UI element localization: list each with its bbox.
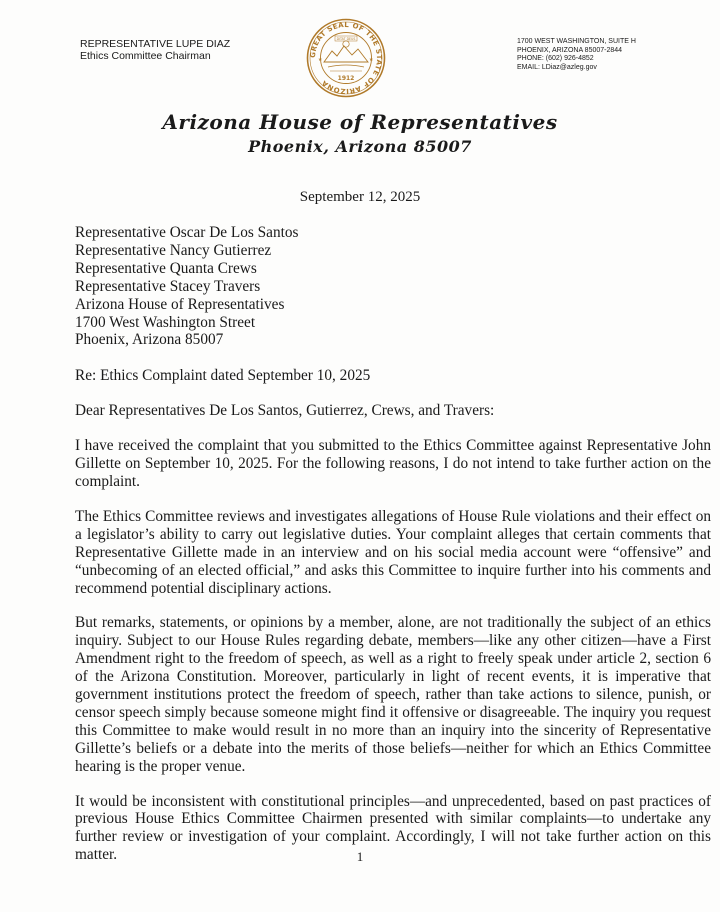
contact-email: EMAIL: LDiaz@azleg.gov bbox=[517, 63, 597, 71]
svg-text:★: ★ bbox=[369, 58, 374, 63]
salutation: Dear Representatives De Los Santos, Gutierrez, Crews, and Travers: bbox=[75, 402, 495, 420]
contact-city: PHOENIX, ARIZONA 85007-2844 bbox=[517, 46, 623, 54]
letter-date: September 12, 2025 bbox=[299, 189, 421, 205]
sender-title: Ethics Committee Chairman bbox=[80, 50, 211, 62]
seal-motto: DITAT DEUS bbox=[336, 37, 356, 41]
body-paragraph: It would be inconsistent with constitutional principles—and unprecedented, based on past practices of previous House Ethics Committee Chairmen presented with similar complaints—to undertake any further review or investigation of your complaint. Accordingly, I will not take further action on this matter. bbox=[75, 792, 711, 864]
body-paragraph: I have received the complaint that you submitted to the Ethics Committee against Representative John Gillette on September 10, 2025. For the following reasons, I do not intend to take further action on the complaint. bbox=[75, 437, 711, 490]
recipient-line: Representative Quanta Crews bbox=[75, 259, 257, 277]
body-paragraph: The Ethics Committee reviews and investigates allegations of House Rule violations and their effect on a legislator’s ability to carry out legislative duties. Your complaint alleges that certain comments that Representative Gillette made in an interview and on his social media account were “offensive” and “unbecoming of an elected official,” and asks this Committee to inquire further into his comments and recommend potential disciplinary actions. bbox=[75, 507, 711, 597]
recipient-line: 1700 West Washington Street bbox=[75, 313, 256, 331]
recipient-line: Representative Stacey Travers bbox=[75, 277, 261, 295]
state-seal-logo bbox=[306, 18, 386, 98]
letterhead-title: Arizona House of Representatives bbox=[162, 110, 558, 134]
seal-year: 1912 bbox=[337, 75, 355, 82]
recipient-address bbox=[75, 224, 711, 349]
recipient-line: Phoenix, Arizona 85007 bbox=[75, 331, 224, 349]
contact-phone: PHONE: (602) 926-4852 bbox=[517, 55, 594, 63]
sender-block bbox=[80, 38, 230, 62]
svg-text:★: ★ bbox=[318, 58, 323, 63]
subject-line: Re: Ethics Complaint dated September 10, 2025 bbox=[75, 367, 371, 385]
letter-body bbox=[75, 224, 711, 864]
recipient-line: Representative Oscar De Los Santos bbox=[75, 224, 299, 241]
seal-ring-text: GREAT SEAL OF THE STATE OF ARIZONA bbox=[308, 20, 384, 96]
page-number: 1 bbox=[356, 849, 364, 864]
sender-name: REPRESENTATIVE LUPE DIAZ bbox=[80, 38, 231, 50]
recipient-line: Representative Nancy Gutierrez bbox=[75, 241, 272, 259]
contact-street: 1700 WEST WASHINGTON, SUITE H bbox=[517, 38, 636, 45]
contact-block bbox=[517, 38, 636, 72]
recipient-line: Arizona House of Representatives bbox=[75, 295, 285, 313]
letterhead-subtitle: Phoenix, Arizona 85007 bbox=[248, 137, 472, 156]
body-paragraph: But remarks, statements, or opinions by a member, alone, are not traditionally the subject of an ethics inquiry. Subject to our House Rules regarding debate, members—like any other citizen—have a First Amendment right to the freedom of speech, as well as a right to freely speak under article 2, section 6 of the Arizona Constitution. Moreover, particularly in light of recent events, it is imperative that government institutions protect the freedom of speech, rather than take actions to silence, punish, or censor speech simply because someone might find it offensive or disagreeable. The inquiry you request this Committee to make would result in no more than an inquiry into the sincerity of Representative Gillette’s beliefs or a debate into the merits of those beliefs—neither for which an Ethics Committee hearing is the proper venue. bbox=[75, 614, 711, 775]
